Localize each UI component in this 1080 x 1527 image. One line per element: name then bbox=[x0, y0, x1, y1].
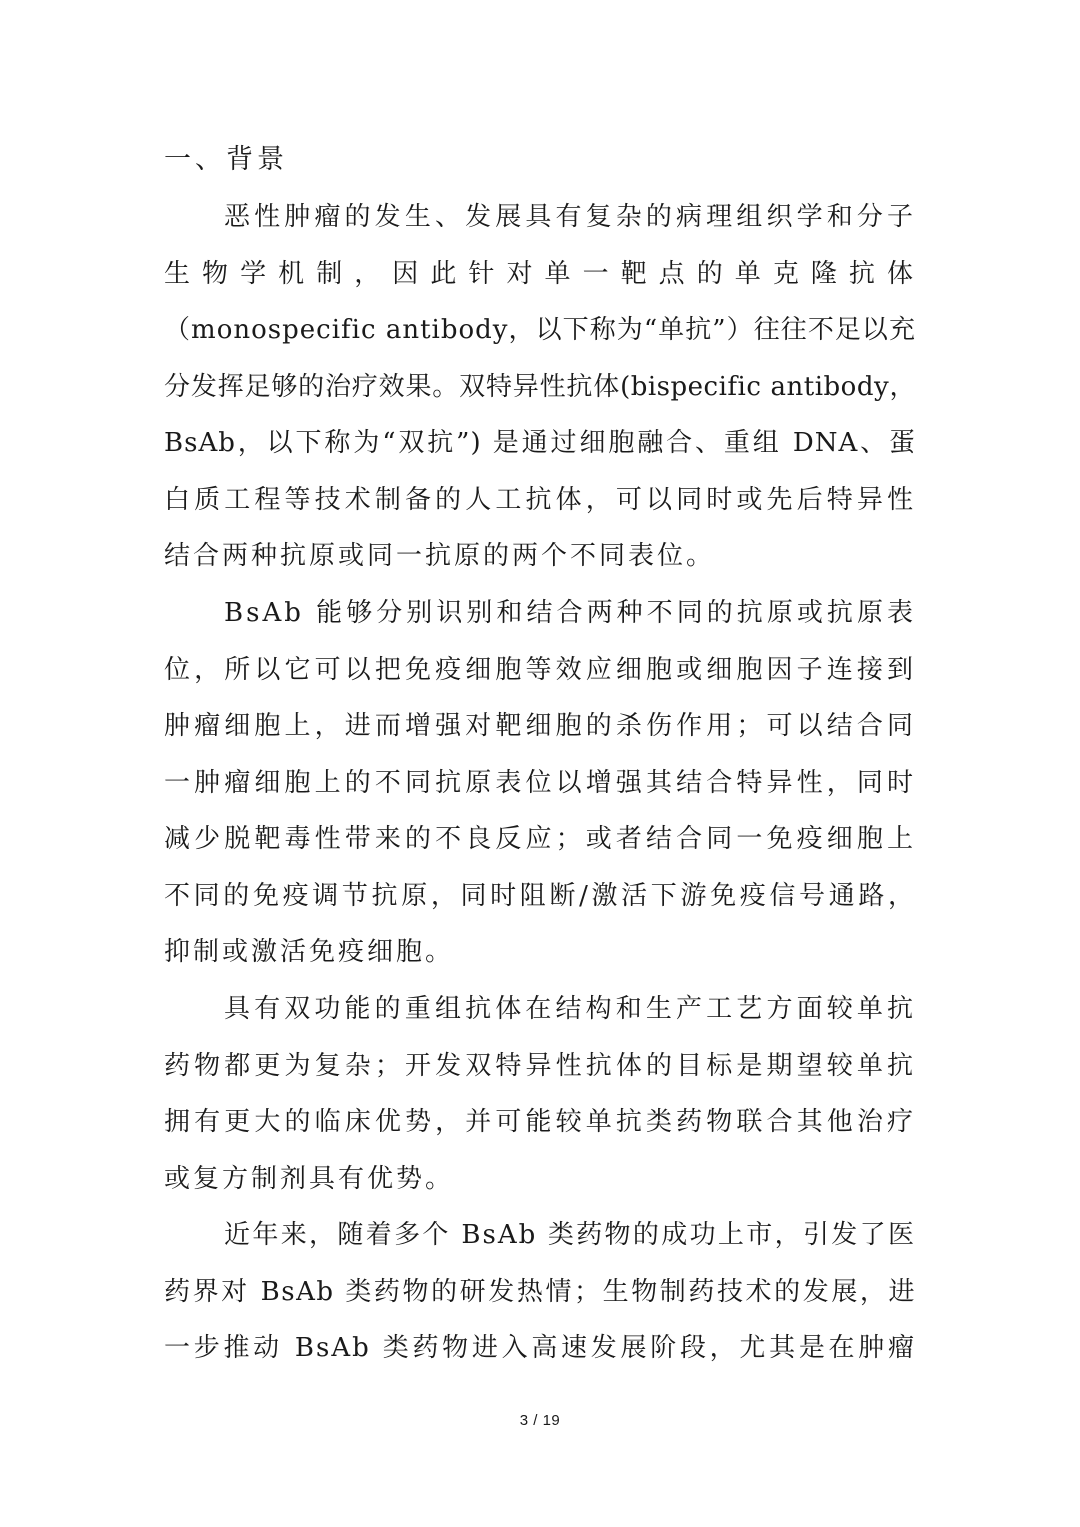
paragraph-line: 生物学机制，因此针对单一靶点的单克隆抗体 bbox=[164, 258, 916, 289]
paragraph-line: BsAb 能够分别识别和结合两种不同的抗原或抗原表 bbox=[224, 598, 916, 628]
page-number: 3 / 19 bbox=[519, 1412, 561, 1429]
paragraph-line: 药物都更为复杂；开发双特异性抗体的目标是期望较单抗 bbox=[164, 1050, 916, 1081]
paragraph-line: 肿瘤细胞上，进而增强对靶细胞的杀伤作用；可以结合同 bbox=[164, 711, 916, 741]
paragraph-line: 不同的免疫调节抗原，同时阻断/激活下游免疫信号通路， bbox=[164, 880, 916, 911]
paragraph-line: （monospecific antibody，以下称为“单抗”）往往不足以充 bbox=[164, 315, 916, 345]
paragraph-line: 一步推动 BsAb 类药物进入高速发展阶段，尤其是在肿瘤 bbox=[164, 1333, 916, 1363]
paragraph-line: 药界对 BsAb 类药物的研发热情；生物制药技术的发展，进 bbox=[164, 1276, 916, 1307]
paragraph-3 bbox=[164, 981, 916, 1207]
paragraph-1 bbox=[164, 189, 916, 585]
paragraph-line: 恶性肿瘤的发生、发展具有复杂的病理组织学和分子 bbox=[224, 202, 916, 232]
paragraph-line: 位，所以它可以把免疫细胞等效应细胞或细胞因子连接到 bbox=[164, 654, 916, 685]
paragraph-line: 具有双功能的重组抗体在结构和生产工艺方面较单抗 bbox=[224, 994, 916, 1024]
paragraph-line: 白质工程等技术制备的人工抗体，可以同时或先后特异性 bbox=[164, 484, 916, 515]
paragraph-line: 结合两种抗原或同一抗原的两个不同表位。 bbox=[164, 541, 716, 571]
section-heading: 一、背景 bbox=[164, 144, 288, 175]
paragraph-line: 拥有更大的临床优势，并可能较单抗类药物联合其他治疗 bbox=[164, 1107, 916, 1137]
paragraph-line: 减少脱靶毒性带来的不良反应；或者结合同一免疫细胞上 bbox=[164, 824, 916, 854]
paragraph-line: 或复方制剂具有优势。 bbox=[164, 1163, 455, 1194]
paragraph-line: 近年来，随着多个 BsAb 类药物的成功上市，引发了医 bbox=[224, 1220, 916, 1250]
paragraph-4 bbox=[164, 1207, 916, 1377]
paragraph-line: 一肿瘤细胞上的不同抗原表位以增强其结合特异性，同时 bbox=[164, 767, 916, 798]
paragraph-line: BsAb，以下称为“双抗”) 是通过细胞融合、重组 DNA、蛋 bbox=[164, 428, 916, 458]
paragraph-2 bbox=[164, 585, 916, 981]
paragraph-line: 抑制或激活免疫细胞。 bbox=[164, 937, 455, 967]
paragraph-line: 分发挥足够的治疗效果。双特异性抗体(bispecific antibody， bbox=[164, 371, 916, 402]
